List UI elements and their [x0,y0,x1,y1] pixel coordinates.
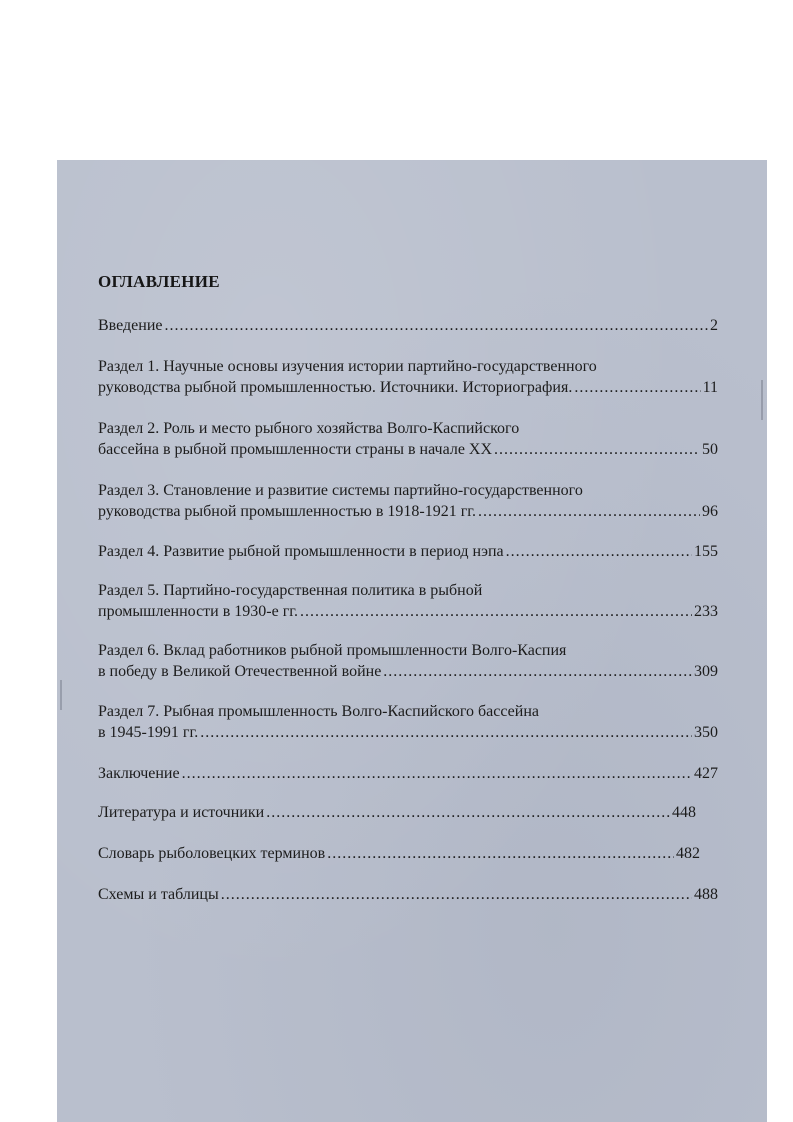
toc-entry-introduction [98,315,718,336]
toc-entry-title-line: Раздел 5. Партийно-государственная политика в рыбной [98,582,483,599]
toc-entry-section-2 [98,418,718,460]
toc-entry-section-1 [98,356,718,398]
toc-entry-title: Введение [98,317,163,334]
toc-entry-title-line: Раздел 1. Научные основы изучения истории партийно-государственного [98,358,597,375]
toc-entry-title-line: Раздел 6. Вклад работников рыбной промышленности Волго-Каспия [98,642,567,659]
toc-entry-section-6 [98,640,718,682]
toc-leader-dots [300,601,692,622]
toc-page-number: 233 [694,603,718,620]
toc-entry-section-7 [98,701,718,743]
toc-page-number: 11 [702,379,718,396]
toc-page-number: 482 [676,845,700,862]
toc-entry-title: Схемы и таблицы [98,886,219,903]
toc-page-number: 96 [702,503,718,520]
scan-artifact [761,380,763,420]
toc-page-number: 488 [694,886,718,903]
toc-page-number: 309 [694,663,718,680]
toc-entry-title: Раздел 4. Развитие рыбной промышленности в период нэпа [98,543,504,560]
toc-entry-title: руководства рыбной промышленностью в 1918-1921 гг. [98,503,477,520]
toc-entry-title: в 1945-1991 гг. [98,724,199,741]
toc-entry-conclusion [98,763,718,784]
toc-entry-title: руководства рыбной промышленностью. Источники. Историография. [98,379,573,396]
toc-page-number: 50 [702,441,718,458]
toc-entry-schemes-tables [98,884,718,905]
toc-entry-title: Словарь рыболовецких терминов [98,845,326,862]
toc-leader-dots [494,439,700,460]
toc-entry-literature [98,802,696,823]
toc-entry-section-4 [98,541,718,562]
toc-entry-title-line: Раздел 2. Роль и место рыбного хозяйства Волго-Каспийского [98,420,520,437]
toc-page-number: 155 [694,543,718,560]
toc-leader-dots [478,501,700,522]
toc-entry-section-5 [98,580,718,622]
toc-leader-dots [574,377,700,398]
toc-entry-title-line: Раздел 3. Становление и развитие системы партийно-государственного [98,482,583,499]
toc-entry-title: бассейна в рыбной промышленности страны в начале XX [98,441,493,458]
toc-leader-dots [182,763,692,784]
toc-page-number: 350 [694,724,718,741]
toc-entry-title-line: Раздел 7. Рыбная промышленность Волго-Каспийского бассейна [98,703,540,720]
toc-leader-dots [383,661,692,682]
toc-entry-section-3 [98,480,718,522]
toc-leader-dots [506,541,692,562]
toc-heading: ОГЛАВЛЕНИЕ [98,272,220,291]
toc-leader-dots [200,722,692,743]
toc-leader-dots [221,884,692,905]
toc-page-number: 448 [672,804,696,821]
toc-page-number: 2 [710,317,718,334]
toc-leader-dots [327,843,674,864]
toc-leader-dots [165,315,709,336]
toc-entry-title: промышленности в 1930-е гг. [98,603,299,620]
toc-page-number: 427 [694,765,718,782]
toc-leader-dots [266,802,670,823]
scan-artifact [60,680,62,710]
toc-entry-glossary [98,843,700,864]
toc-entry-title: Заключение [98,765,180,782]
toc-entry-title: в победу в Великой Отечественной войне [98,663,382,680]
toc-entry-title: Литература и источники [98,804,265,821]
scanned-page [57,160,767,1122]
